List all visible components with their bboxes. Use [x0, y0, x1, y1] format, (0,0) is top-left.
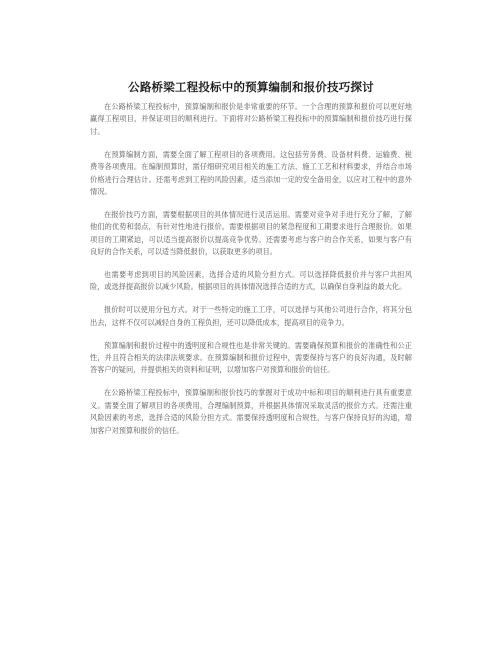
paragraph-compliance: 预算编制和报价过程中的透明度和合规性也是非常关键的。需要确保预算和报价的准确性和公正性，并且符合相关的法律法规要求。在预算编制和报价过程中，需要保持与客户的良好沟通，及时解答客户的疑问，并提供相关的资料和证明，以增加客户对预算和报价的信任。 [90, 340, 412, 375]
paragraph-intro: 在公路桥梁工程投标中，预算编制和报价是非常重要的环节。一个合理的预算和报价可以更好地赢得工程项目，并保证项目的顺利进行。下面将对公路桥梁工程投标中的预算编制和报价技巧进行探讨。 [90, 102, 412, 136]
document-title: 公路桥梁工程投标中的预算编制和报价技巧探讨 [128, 80, 374, 94]
document-body [90, 101, 412, 447]
paragraph-conclusion: 在公路桥梁工程投标中，预算编制和报价技巧的掌握对于成功中标和项目的顺利进行具有重要意义。需要全面了解项目的各项费用，合理编制预算，并根据具体情况采取灵活的报价方式。还需注重风险因素的考虑，选择合适的风险分担方式。需要保持透明度和合规性，与客户保持良好的沟通，增加客户对预算和报价的信任。 [90, 388, 412, 435]
paragraph-risk: 也需要考虑到项目的风险因素，选择合适的风险分担方式。可以选择降低报价并与客户共担风险，或选择提高报价以减少风险。根据项目的具体情况选择合适的方式，以确保自身利益的最大化。 [90, 269, 412, 292]
paragraph-budget: 在预算编制方面，需要全面了解工程项目的各项费用。这包括劳务费、设备材料费、运输费、税费等各项费用。在编制预算时，需仔细研究项目相关的施工方法、施工工艺和材料要求，并结合市场价格进行合理估计。还需考虑到工程的风险因素，适当添加一定的安全备用金，以应对工程中的意外情况。 [90, 149, 412, 196]
paragraph-quote-skills: 在报价技巧方面，需要根据项目的具体情况进行灵活运用。需要对竞争对手进行充分了解，了解他们的优势和弱点，有针对性地进行报价。需要根据项目的紧急程度和工期要求进行合理报价。如果项目的工期紧迫，可以适当提高报价以提高竞争优势。还需要考虑与客户的合作关系，如果与客户有良好的合作关系，可以适当降低报价，以获取更多的项目。 [90, 209, 412, 257]
paragraph-subcontract: 报价时可以使用分包方式。对于一些特定的施工工序，可以选择与其他公司进行合作，将其分包出去，这样不仅可以减轻自身的工程负担，还可以降低成本，提高项目的竞争力。 [90, 305, 412, 327]
